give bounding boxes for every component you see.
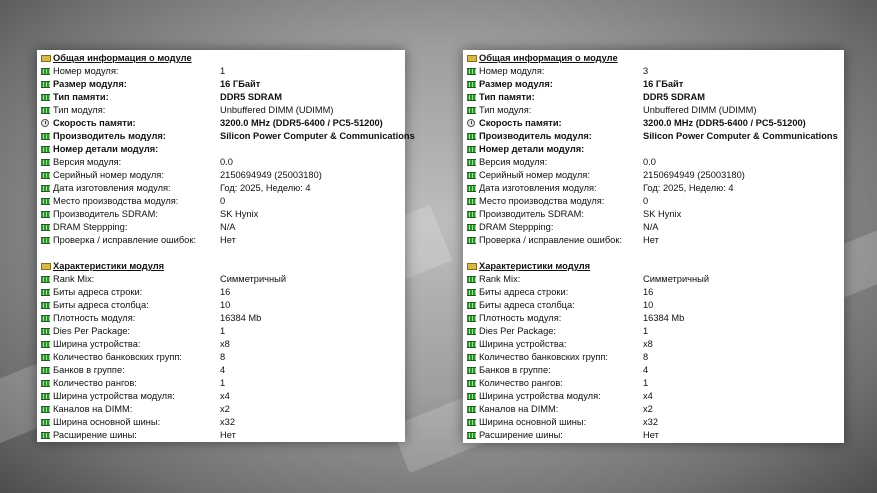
ram-icon xyxy=(41,315,50,322)
row-value: SK Hynix xyxy=(220,209,259,219)
ram-icon xyxy=(41,185,50,192)
info-row[interactable] xyxy=(39,78,405,91)
info-row[interactable] xyxy=(39,104,405,117)
row-label: Версия модуля: xyxy=(479,157,548,167)
row-value: 0 xyxy=(643,196,649,206)
row-label: Тип модуля: xyxy=(479,105,532,115)
info-row[interactable] xyxy=(465,416,844,429)
ram-icon xyxy=(41,81,50,88)
info-row[interactable] xyxy=(465,117,844,130)
ram-icon xyxy=(41,432,50,439)
info-row[interactable] xyxy=(39,390,405,403)
info-row[interactable] xyxy=(465,91,844,104)
row-label: Производитель SDRAM: xyxy=(479,209,584,219)
ram-icon xyxy=(467,406,476,413)
info-row[interactable] xyxy=(39,429,405,442)
info-row[interactable] xyxy=(465,78,844,91)
row-label: Количество банковских групп: xyxy=(53,352,182,362)
info-row[interactable] xyxy=(465,364,844,377)
ram-icon xyxy=(41,107,50,114)
row-value: 0.0 xyxy=(643,157,656,167)
row-label: Расширение шины: xyxy=(479,430,563,440)
ram-icon xyxy=(467,419,476,426)
ram-icon xyxy=(467,354,476,361)
row-label: Дата изготовления модуля: xyxy=(479,183,597,193)
ram-icon xyxy=(467,276,476,283)
folder-icon xyxy=(41,263,51,270)
ram-icon xyxy=(467,237,476,244)
ram-icon xyxy=(467,432,476,439)
row-label: Количество рангов: xyxy=(479,378,563,388)
section-header[interactable] xyxy=(39,260,405,273)
info-row[interactable] xyxy=(465,182,844,195)
ram-icon xyxy=(41,276,50,283)
row-label: Скорость памяти: xyxy=(53,118,136,128)
row-label: Тип памяти: xyxy=(479,92,535,102)
row-label: Ширина устройства: xyxy=(479,339,567,349)
row-label: Rank Mix: xyxy=(53,274,95,284)
row-label: Номер модуля: xyxy=(479,66,545,76)
info-row[interactable] xyxy=(39,338,405,351)
row-label: Серийный номер модуля: xyxy=(479,170,590,180)
info-row[interactable] xyxy=(465,312,844,325)
row-value: Нет xyxy=(220,235,236,245)
spacer xyxy=(465,247,844,260)
ram-icon xyxy=(41,367,50,374)
clock-icon xyxy=(41,119,49,127)
info-row[interactable] xyxy=(465,390,844,403)
info-row[interactable] xyxy=(39,65,405,78)
info-row[interactable] xyxy=(39,117,405,130)
info-row[interactable] xyxy=(39,208,405,221)
row-value: 16 xyxy=(220,287,231,297)
row-value: 8 xyxy=(220,352,226,362)
ram-icon xyxy=(41,354,50,361)
ram-icon xyxy=(467,341,476,348)
row-value: Unbuffered DIMM (UDIMM) xyxy=(643,105,757,115)
row-label: Номер модуля: xyxy=(53,66,119,76)
ram-icon xyxy=(41,159,50,166)
info-row[interactable] xyxy=(39,91,405,104)
row-label: Место производства модуля: xyxy=(479,196,605,206)
info-row[interactable] xyxy=(465,208,844,221)
info-row[interactable] xyxy=(39,364,405,377)
ram-icon xyxy=(467,211,476,218)
ram-icon xyxy=(41,224,50,231)
row-value: 1 xyxy=(643,326,649,336)
ram-icon xyxy=(467,198,476,205)
ram-icon xyxy=(41,94,50,101)
info-row[interactable] xyxy=(465,299,844,312)
ram-icon xyxy=(41,146,50,153)
row-value: 8 xyxy=(643,352,649,362)
row-label: Размер модуля: xyxy=(479,79,553,89)
ram-icon xyxy=(41,328,50,335)
info-row[interactable] xyxy=(39,377,405,390)
row-value: 1 xyxy=(220,66,226,76)
row-value: Нет xyxy=(643,235,659,245)
ram-icon xyxy=(41,133,50,140)
info-row[interactable] xyxy=(39,299,405,312)
info-row[interactable] xyxy=(465,130,844,143)
row-label: Ширина основной шины: xyxy=(479,417,587,427)
row-value: Silicon Power Computer & Communications xyxy=(220,131,415,141)
info-row[interactable] xyxy=(465,169,844,182)
info-row[interactable] xyxy=(39,182,405,195)
ram-icon xyxy=(41,302,50,309)
info-row[interactable] xyxy=(465,104,844,117)
row-label: Биты адреса строки: xyxy=(479,287,569,297)
row-value: SK Hynix xyxy=(643,209,682,219)
ram-icon xyxy=(41,406,50,413)
row-label: Ширина устройства модуля: xyxy=(479,391,601,401)
row-value: 3200.0 MHz (DDR5-6400 / PC5-51200) xyxy=(220,118,383,128)
info-row[interactable] xyxy=(39,325,405,338)
spacer xyxy=(39,247,405,260)
info-row[interactable] xyxy=(465,351,844,364)
info-row[interactable] xyxy=(465,429,844,442)
ram-icon xyxy=(467,146,476,153)
row-label: Номер детали модуля: xyxy=(479,144,585,154)
info-row[interactable] xyxy=(465,273,844,286)
row-label: Rank Mix: xyxy=(479,274,521,284)
info-row[interactable] xyxy=(39,403,405,416)
ram-icon xyxy=(41,237,50,244)
ram-icon xyxy=(467,68,476,75)
ram-icon xyxy=(41,393,50,400)
row-label: Место производства модуля: xyxy=(53,196,179,206)
ram-icon xyxy=(467,367,476,374)
row-value: 1 xyxy=(643,378,649,388)
ram-icon xyxy=(467,380,476,387)
row-value: 2150694949 (25003180) xyxy=(643,170,745,180)
info-row[interactable] xyxy=(465,325,844,338)
row-label: Номер детали модуля: xyxy=(53,144,159,154)
row-label: Тип модуля: xyxy=(53,105,106,115)
row-value: 16 xyxy=(643,287,654,297)
left-rows xyxy=(39,52,415,442)
row-value: 1 xyxy=(220,378,226,388)
info-row[interactable] xyxy=(465,156,844,169)
row-label: Ширина устройства модуля: xyxy=(53,391,175,401)
row-value: Год: 2025, Неделю: 4 xyxy=(643,183,734,193)
row-label: Биты адреса столбца: xyxy=(479,300,575,310)
ram-icon xyxy=(467,159,476,166)
row-value: 2150694949 (25003180) xyxy=(220,170,322,180)
section-title: Общая информация о модуле xyxy=(479,53,618,63)
row-value: 16 ГБайт xyxy=(220,79,261,89)
row-value: 10 xyxy=(643,300,654,310)
row-value: 0.0 xyxy=(220,157,233,167)
row-value: 4 xyxy=(643,365,649,375)
ram-icon xyxy=(41,380,50,387)
row-label: Банков в группе: xyxy=(53,365,125,375)
info-row[interactable] xyxy=(465,286,844,299)
row-label: Банков в группе: xyxy=(479,365,551,375)
clock-icon xyxy=(467,119,475,127)
ram-icon xyxy=(41,172,50,179)
row-label: DRAM Steppping: xyxy=(479,222,554,232)
row-label: Ширина основной шины: xyxy=(53,417,161,427)
row-label: Дата изготовления модуля: xyxy=(53,183,171,193)
info-row[interactable] xyxy=(465,234,844,247)
row-label: Производитель SDRAM: xyxy=(53,209,158,219)
row-value: Симметричный xyxy=(643,274,710,284)
row-value: 1 xyxy=(220,326,226,336)
ram-icon xyxy=(41,211,50,218)
info-row[interactable] xyxy=(39,156,405,169)
info-row[interactable] xyxy=(39,169,405,182)
row-label: Биты адреса строки: xyxy=(53,287,143,297)
row-value: 16 ГБайт xyxy=(643,79,684,89)
ram-icon xyxy=(467,315,476,322)
row-label: Тип памяти: xyxy=(53,92,109,102)
ram-icon xyxy=(467,81,476,88)
info-row[interactable] xyxy=(39,143,405,156)
row-value: Симметричный xyxy=(220,274,287,284)
row-label: Ширина устройства: xyxy=(53,339,141,349)
ram-icon xyxy=(41,68,50,75)
row-label: Расширение шины: xyxy=(53,430,137,440)
ram-icon xyxy=(41,341,50,348)
row-value: DDR5 SDRAM xyxy=(220,92,282,102)
row-value: Silicon Power Computer & Communications xyxy=(643,131,838,141)
info-row[interactable] xyxy=(465,65,844,78)
row-label: Dies Per Package: xyxy=(53,326,130,336)
row-value: 0 xyxy=(220,196,226,206)
info-row[interactable] xyxy=(39,286,405,299)
folder-icon xyxy=(467,55,477,62)
section-header[interactable] xyxy=(39,52,405,65)
info-row[interactable] xyxy=(465,143,844,156)
right-module-panel xyxy=(463,50,844,443)
row-label: Dies Per Package: xyxy=(479,326,556,336)
row-label: Количество банковских групп: xyxy=(479,352,608,362)
info-row[interactable] xyxy=(465,195,844,208)
info-row[interactable] xyxy=(39,221,405,234)
ram-icon xyxy=(467,133,476,140)
ram-icon xyxy=(467,185,476,192)
row-value: DDR5 SDRAM xyxy=(643,92,705,102)
section-header[interactable] xyxy=(465,260,844,273)
row-value: Unbuffered DIMM (UDIMM) xyxy=(220,105,334,115)
ram-icon xyxy=(467,107,476,114)
row-label: Каналов на DIMM: xyxy=(479,404,559,414)
row-value: x8 xyxy=(643,339,653,349)
section-title: Характеристики модуля xyxy=(479,261,591,271)
row-label: Плотность модуля: xyxy=(479,313,562,323)
info-row[interactable] xyxy=(465,377,844,390)
folder-icon xyxy=(41,55,51,62)
row-label: Биты адреса столбца: xyxy=(53,300,149,310)
info-row[interactable] xyxy=(39,273,405,286)
row-value: x4 xyxy=(643,391,653,401)
row-value: x2 xyxy=(643,404,653,414)
row-value: x32 xyxy=(220,417,235,427)
info-row[interactable] xyxy=(39,195,405,208)
ram-icon xyxy=(467,393,476,400)
left-module-panel xyxy=(37,50,415,442)
row-label: Плотность модуля: xyxy=(53,313,136,323)
row-value: x4 xyxy=(220,391,230,401)
ram-icon xyxy=(467,94,476,101)
ram-icon xyxy=(467,328,476,335)
row-value: Год: 2025, Неделю: 4 xyxy=(220,183,311,193)
row-label: DRAM Steppping: xyxy=(53,222,128,232)
folder-icon xyxy=(467,263,477,270)
info-row[interactable] xyxy=(39,312,405,325)
row-label: Проверка / исправление ошибок: xyxy=(479,235,622,245)
row-label: Скорость памяти: xyxy=(479,118,562,128)
info-row[interactable] xyxy=(39,234,405,247)
row-label: Размер модуля: xyxy=(53,79,127,89)
ram-icon xyxy=(41,419,50,426)
row-value: x32 xyxy=(643,417,658,427)
row-value: 16384 Mb xyxy=(643,313,685,323)
section-title: Характеристики модуля xyxy=(53,261,165,271)
info-row[interactable] xyxy=(39,351,405,364)
section-title: Общая информация о модуле xyxy=(53,53,192,63)
row-label: Серийный номер модуля: xyxy=(53,170,164,180)
row-value: x8 xyxy=(220,339,230,349)
ram-icon xyxy=(467,172,476,179)
row-value: x2 xyxy=(220,404,230,414)
row-label: Версия модуля: xyxy=(53,157,122,167)
ram-icon xyxy=(467,289,476,296)
row-label: Производитель модуля: xyxy=(53,131,166,141)
ram-icon xyxy=(467,224,476,231)
row-value: N/A xyxy=(220,222,236,232)
info-row[interactable] xyxy=(465,338,844,351)
info-row[interactable] xyxy=(465,403,844,416)
row-label: Производитель модуля: xyxy=(479,131,592,141)
ram-icon xyxy=(41,198,50,205)
ram-icon xyxy=(41,289,50,296)
row-value: 16384 Mb xyxy=(220,313,262,323)
row-label: Количество рангов: xyxy=(53,378,137,388)
row-value: Нет xyxy=(220,430,236,440)
info-row[interactable] xyxy=(39,130,415,143)
row-label: Каналов на DIMM: xyxy=(53,404,133,414)
row-value: Нет xyxy=(643,430,659,440)
row-value: 10 xyxy=(220,300,231,310)
row-value: 3 xyxy=(643,66,649,76)
right-rows xyxy=(465,52,844,442)
ram-icon xyxy=(467,302,476,309)
info-row[interactable] xyxy=(39,416,405,429)
row-label: Проверка / исправление ошибок: xyxy=(53,235,196,245)
row-value: N/A xyxy=(643,222,659,232)
info-row[interactable] xyxy=(465,221,844,234)
row-value: 3200.0 MHz (DDR5-6400 / PC5-51200) xyxy=(643,118,806,128)
section-header[interactable] xyxy=(465,52,844,65)
row-value: 4 xyxy=(220,365,226,375)
